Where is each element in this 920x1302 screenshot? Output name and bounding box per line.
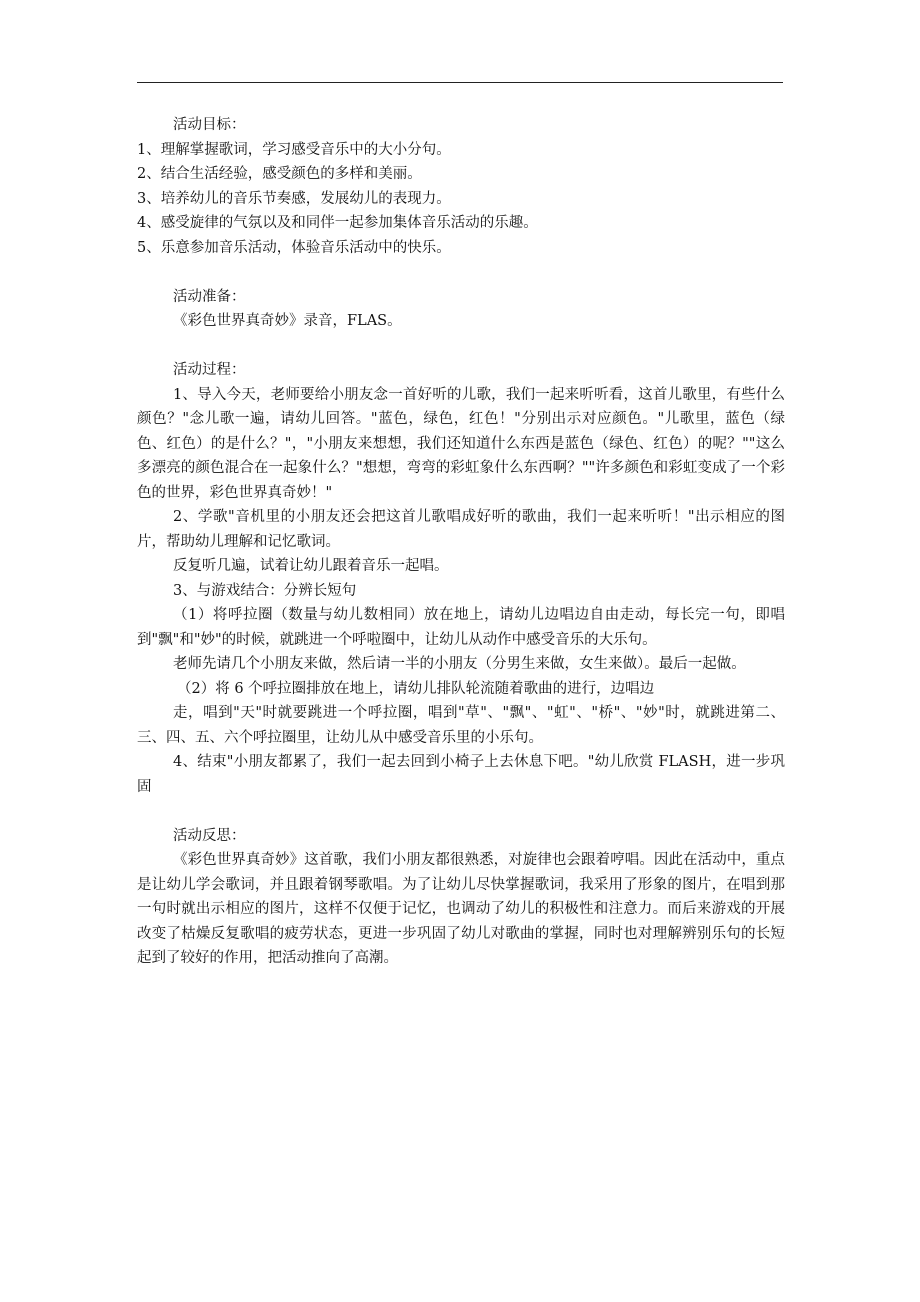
process-step-end: 4、结束"小朋友都累了，我们一起去回到小椅子上去休息下吧。"幼儿欣赏 FLASH，进一步巩固 <box>137 754 785 795</box>
process-step-game: 3、与游戏结合：分辨长短句 <box>173 582 357 599</box>
reflection-section <box>137 824 785 971</box>
process-game-part1: （1）将呼拉圈（数量与幼儿数相同）放在地上，请幼儿边唱边自由走动，每长完一句，即唱到"飘"和"妙"的时候，就跳进一个呼啦圈中，让幼儿从动作中感受音乐的大乐句。 <box>137 607 785 648</box>
document-body <box>137 113 785 971</box>
goal-item: 3、培养幼儿的音乐节奏感，发展幼儿的表现力。 <box>137 190 451 207</box>
process-game-part2: （2）将 6 个呼拉圈排放在地上，请幼儿排队轮流随着歌曲的进行，边唱边 <box>177 680 655 697</box>
preparation-text: 《彩色世界真奇妙》录音，FLAS。 <box>173 313 402 329</box>
process-step-repeat: 反复听几遍，试着让幼儿跟着音乐一起唱。 <box>173 558 449 574</box>
preparation-section <box>137 285 785 334</box>
process-game-demo: 老师先请几个小朋友来做，然后请一半的小朋友（分男生来做，女生来做）。最后一起做。 <box>173 656 746 672</box>
process-step-learn-song: 2、学歌"音机里的小朋友还会把这首儿歌唱成好听的歌曲，我们一起来听听！"出示相应的图片，帮助幼儿理解和记忆歌词。 <box>137 509 785 550</box>
goals-section <box>137 113 785 260</box>
reflection-text: 《彩色世界真奇妙》这首歌，我们小朋友都很熟悉，对旋律也会跟着哼唱。因此在活动中，重点是让幼儿学会歌词，并且跟着钢琴歌唱。为了让幼儿尽快掌握歌词，我采用了形象的图片，在唱到那一句时就出示相应的图片，这样不仅便于记忆，也调动了幼儿的积极性和注意力。而后来游戏的开展改变了枯燥反复歌唱的疲劳状态，更进一步巩固了幼儿对歌曲的掌握，同时也对理解辨别乐句的长短起到了较好的作用，把活动推向了高潮。 <box>137 852 785 966</box>
reflection-heading: 活动反思： <box>173 827 246 844</box>
goal-item: 5、乐意参加音乐活动，体验音乐活动中的快乐。 <box>137 239 451 256</box>
process-section <box>137 358 785 799</box>
goals-heading: 活动目标： <box>173 117 246 133</box>
goal-item: 2、结合生活经验，感受颜色的多样和美丽。 <box>137 166 422 182</box>
process-step-intro: 1、导入今天，老师要给小朋友念一首好听的儿歌，我们一起来听听看，这首儿歌里，有些什么颜色？"念儿歌一遍，请幼儿回答。"蓝色，绿色，红色！"分别出示对应颜色。"儿歌里，蓝色（绿色、红色）的是什么？"，"小朋友来想想，我们还知道什么东西是蓝色（绿色、红色）的呢？""这么多漂亮的颜色混合在一起象什么？"想想，弯弯的彩虹象什么东西啊？""许多颜色和彩虹变成了一个彩色的世界，彩色世界真奇妙！" <box>137 386 785 501</box>
goal-item: 1、理解掌握歌词，学习感受音乐中的大小分句。 <box>137 141 451 158</box>
process-heading: 活动过程： <box>173 362 246 378</box>
header-rule <box>137 82 783 83</box>
goal-item: 4、感受旋律的气氛以及和同伴一起参加集体音乐活动的乐趣。 <box>137 215 538 231</box>
process-game-part2-cont: 走，唱到"天"时就要跳进一个呼拉圈，唱到"草"、"飘"、"虹"、"桥"、"妙"时，就跳进第二、三、四、五、六个呼拉圈里，让幼儿从中感受音乐里的小乐句。 <box>137 705 785 746</box>
preparation-heading: 活动准备： <box>173 288 246 305</box>
